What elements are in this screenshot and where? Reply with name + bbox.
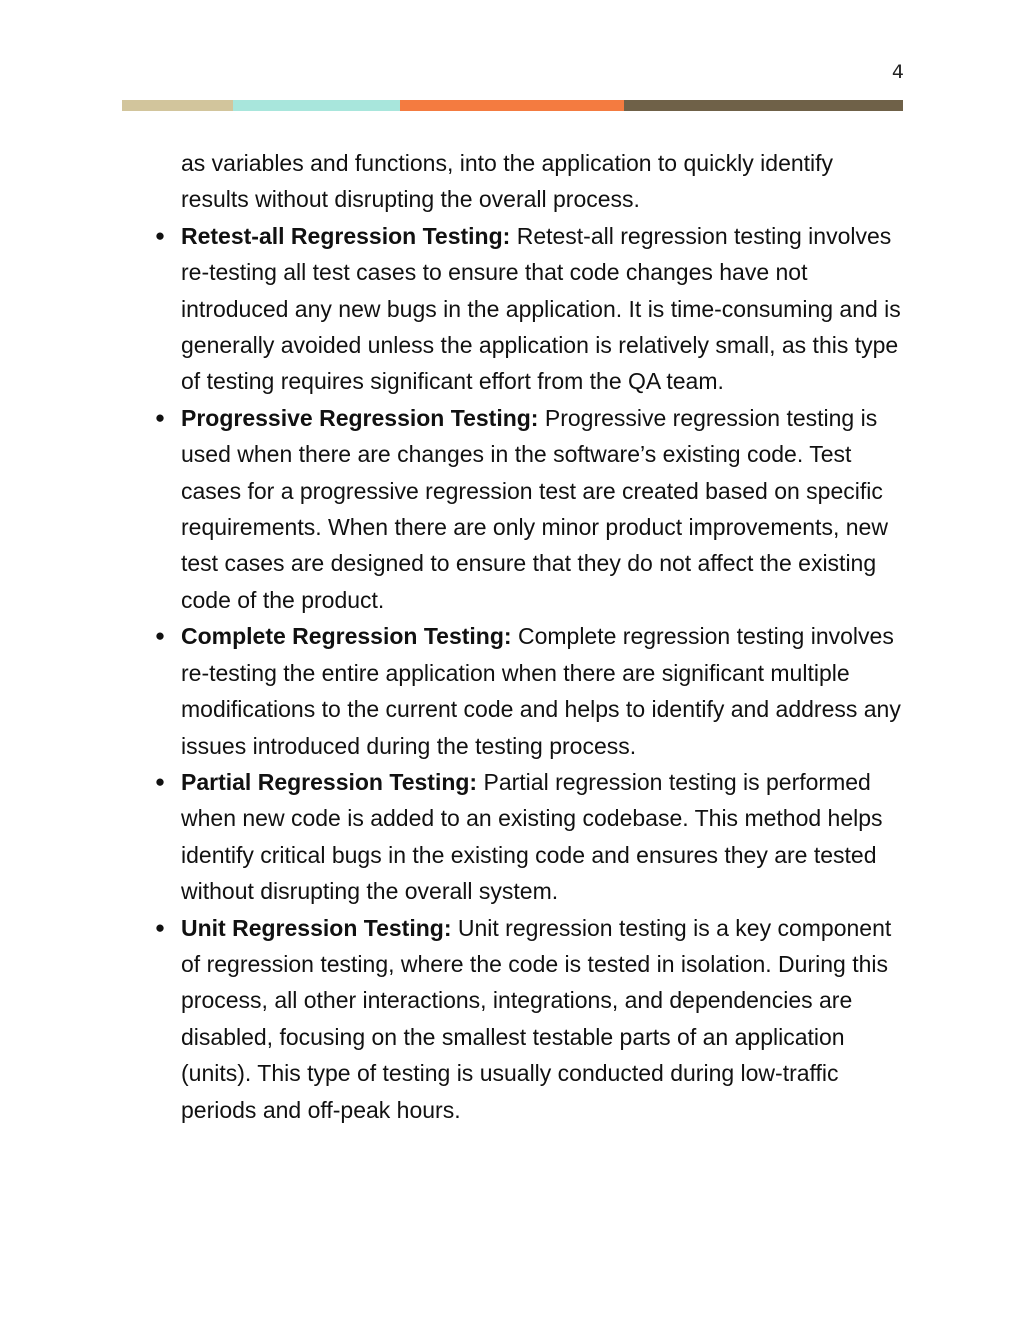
continuation-paragraph: as variables and functions, into the application to quickly identify results without disrupting the overall process. [181,150,834,213]
bullet-dot-icon: ● [154,771,166,791]
document-body [154,145,906,1128]
bullet-dot-icon: ● [154,917,166,937]
list-item [154,400,906,618]
regression-types-list [154,218,906,1128]
color-band-segment [624,100,903,111]
list-item-description: Retest-all regression testing involves re-testing all test cases to ensure that code changes have not introduced any new bugs in the application. It is time-consuming and is generally avoided unless the application is relatively small, as this type of testing requires significant effort from the QA team. [181,222,901,395]
bullet-dot-icon: ● [154,225,166,245]
color-band-segment [233,100,400,111]
list-item-description: Complete regression testing involves re-testing the entire application when there are significant multiple modifications to the current code and helps to identify and address any issues introduced during the testing process. [181,623,901,759]
bullet-dot-icon: ● [154,407,166,427]
list-item-term: Complete Regression Testing: [181,623,512,650]
list-item [154,910,906,1128]
color-band-segment [400,100,624,111]
color-band-segment [122,100,233,111]
bullet-dot-icon: ● [154,626,166,646]
list-item-term: Unit Regression Testing: [181,914,452,941]
list-item [154,618,906,764]
list-item-description: Progressive regression testing is used when there are changes in the software’s existing code. Test cases for a progressive regression test are created based on specific requirements. When there are only minor product improvements, new test cases are designed to ensure that they do not affect the existing code of the product. [181,404,888,613]
list-item [154,218,906,400]
list-item [154,764,906,910]
list-item-description: Unit regression testing is a key component of regression testing, where the code is tested in isolation. During this process, all other interactions, integrations, and dependencies are disabled, focusing on the smallest testable parts of an application (units). This type of testing is usually conducted during low-traffic periods and off-peak hours. [181,914,892,1123]
list-item-description: Partial regression testing is performed when new code is added to an existing codebase. This method helps identify critical bugs in the existing code and ensures they are tested without disrupting the overall system. [181,768,883,905]
page-number: 4 [891,61,904,83]
list-item-term: Partial Regression Testing: [181,768,478,795]
header-color-band [122,100,903,111]
list-item-term: Progressive Regression Testing: [181,404,539,431]
list-item-term: Retest-all Regression Testing: [181,222,511,249]
